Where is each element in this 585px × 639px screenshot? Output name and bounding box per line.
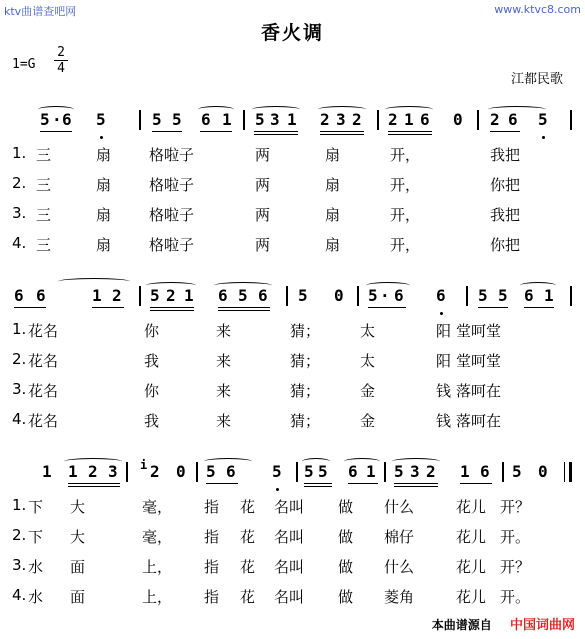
source-footer <box>432 614 575 633</box>
time-signature <box>54 45 68 76</box>
key-signature: 1=G <box>12 57 36 72</box>
footer-site-link[interactable]: 中国词曲网 <box>509 618 575 633</box>
score-row-1: 5 · 6 5 5 5 6 1 5 3 1 2 3 2 2 1 6 0 2 6 5 1. 三 扇 格啦子 两 扇 开， 我把 2. 三 扇 格啦子 两 扇 开， 你把 3. 三 扇 格啦子 两 扇 开， 我把 4. 三 扇 格啦子 两 扇 开， 你把 <box>0 104 585 264</box>
notation-line-2: 6 6 1 2 5 2 1 6 5 6 5 0 5 · 6 6 5 5 6 1 <box>0 280 585 326</box>
score-row-2: 6 6 1 2 5 2 1 6 5 6 5 0 5 · 6 6 5 5 6 1 1. 花名 你 来 猜； 太 阳 堂呵堂 2. 花名 我 来 猜； 太 阳 堂呵堂 3. 花名 你 来 猜； 金 钱 落呵在 4. 花名 我 来 猜； 金 钱 落呵在 <box>0 280 585 440</box>
time-top: 2 <box>54 45 68 61</box>
watermark-left: ktv曲谱查吧网 <box>4 5 77 18</box>
time-bottom: 4 <box>57 61 65 76</box>
footer-source-label: 本曲谱源自 <box>431 618 492 632</box>
song-title: 香火调 <box>260 22 324 44</box>
notation-line-1: 5 · 6 5 5 5 6 1 5 3 1 2 3 2 2 1 6 0 2 6 5 <box>0 104 585 150</box>
score-row-3: 1 1 2 3 i 2 0 5 6 5 5 5 6 1 5 3 2 1 6 5 0 1. 下 大 毫， 指 花 名叫 做 什么 花儿 开？ 2. 下 大 毫， 指 花 名叫 做 棉仔 花儿 开。 3. 水 面 上， 指 花 名叫 做 什么 花儿 开？ 4. 水 面 上， 指 花 名叫 做 菱角 花儿 开。 <box>0 456 585 616</box>
notation-line-3: 1 1 2 3 i 2 0 5 6 5 5 5 6 1 5 3 2 1 6 5 0 <box>0 456 585 502</box>
watermark-right: www.ktvc8.com <box>494 3 581 16</box>
composer-credit: 江都民歌 <box>510 72 563 87</box>
